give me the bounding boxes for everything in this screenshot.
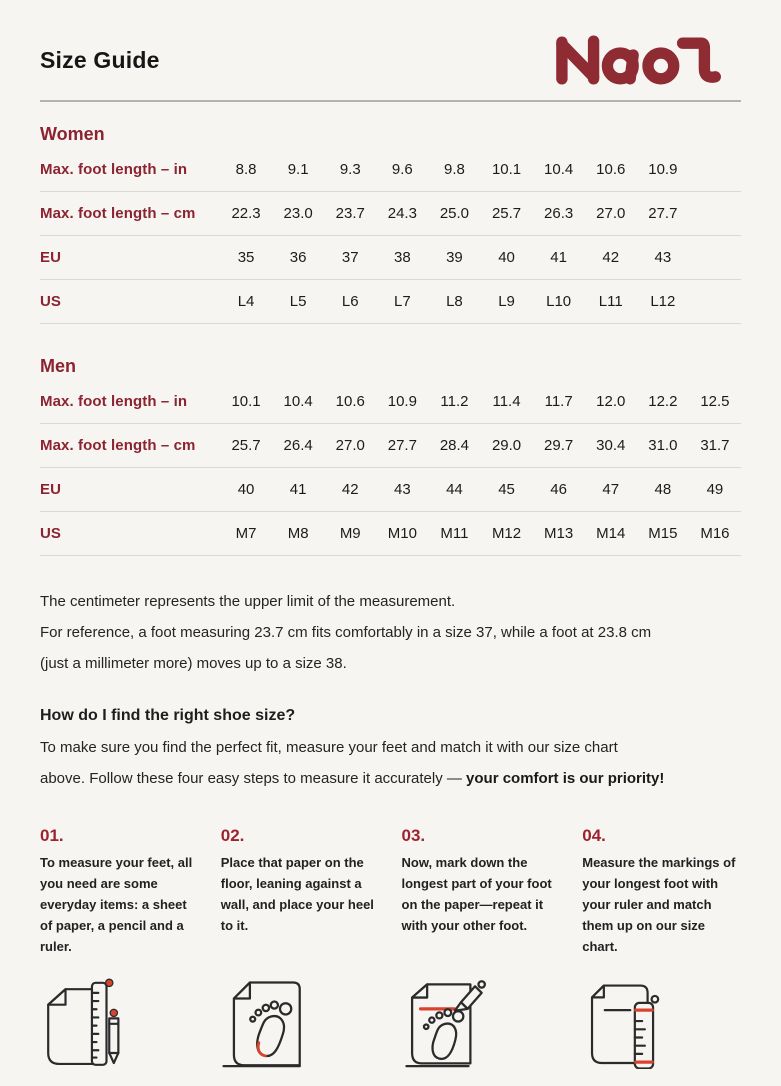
size-value: M10 [387, 525, 417, 542]
step-text: To measure your feet, all you need are some everyday items: a sheet of paper, a pencil and a ruler. [40, 855, 193, 954]
size-value: 12.5 [700, 393, 730, 410]
row-values [220, 525, 741, 542]
row-values [220, 437, 741, 454]
size-value: M11 [440, 525, 469, 542]
how-to-heading: How do I find the right shoe size? [40, 707, 296, 724]
size-value: 27.0 [335, 437, 365, 454]
size-value: M13 [544, 525, 574, 542]
size-value: 11.4 [492, 393, 521, 410]
step-icons-row [40, 975, 741, 1069]
size-value: L11 [598, 293, 623, 310]
table-row [40, 192, 741, 236]
row-values [220, 393, 741, 410]
row-values [220, 481, 741, 498]
note-line-1: The centimeter represents the upper limit of the measurement. [40, 593, 456, 610]
size-value: M8 [287, 525, 309, 542]
size-value: 43 [394, 481, 411, 498]
size-value: 11.7 [544, 393, 573, 410]
size-value: L5 [289, 293, 307, 310]
size-value: 10.9 [648, 161, 678, 178]
men-heading: Men [40, 356, 76, 376]
size-value: 30.4 [596, 437, 626, 454]
step-number: 04. [582, 826, 606, 845]
size-value: 24.3 [387, 205, 417, 222]
table-row [40, 380, 741, 424]
size-value: 27.0 [596, 205, 626, 222]
size-value: M12 [491, 525, 522, 542]
size-value: 38 [394, 249, 411, 266]
size-value [689, 161, 741, 178]
intro-bold-text: your comfort is our priority! [466, 770, 665, 787]
step-number: 01. [40, 826, 64, 845]
step-1 [40, 826, 199, 957]
step-text: Measure the markings of your longest foot with your ruler and match them up on our size chart. [582, 855, 736, 954]
size-value: 41 [289, 481, 307, 498]
size-value: 40 [237, 481, 255, 498]
row-label: US [40, 525, 62, 542]
women-heading: Women [40, 124, 105, 144]
size-value: 10.1 [491, 161, 522, 178]
header [40, 34, 741, 86]
row-values [220, 293, 741, 310]
size-value: 44 [446, 481, 463, 498]
step-4 [582, 826, 741, 957]
size-value [689, 205, 741, 222]
paper-ruler-pencil-icon [40, 975, 199, 1069]
table-row [40, 512, 741, 556]
size-value: 25.7 [231, 437, 261, 454]
row-label: Max. foot length – cm [40, 205, 196, 222]
size-value: 10.4 [283, 393, 313, 410]
size-value: 8.8 [235, 161, 257, 178]
table-row [40, 148, 741, 192]
step-text: Now, mark down the longest part of your foot on the paper—repeat it with your other foot. [401, 855, 552, 933]
size-value: 10.6 [335, 393, 365, 410]
how-to-intro [40, 732, 741, 794]
size-value: 36 [289, 249, 307, 266]
size-value: 26.3 [544, 205, 574, 222]
size-value: 23.0 [283, 205, 313, 222]
size-value: 39 [446, 249, 463, 266]
size-value: L12 [650, 293, 676, 310]
size-value: 29.0 [491, 437, 522, 454]
step-number: 03. [401, 826, 426, 845]
measurement-note [40, 586, 741, 679]
size-value: L10 [546, 293, 572, 310]
table-row [40, 280, 741, 324]
header-divider [40, 100, 741, 102]
size-value: 49 [706, 481, 724, 498]
size-value: 12.2 [648, 393, 678, 410]
size-value: M14 [596, 525, 626, 542]
size-value: 10.4 [544, 161, 574, 178]
table-row [40, 424, 741, 468]
size-value: 22.3 [231, 205, 261, 222]
size-value: L4 [237, 293, 255, 310]
size-value: M7 [235, 525, 257, 542]
size-value: 12.0 [596, 393, 626, 410]
size-value: 25.0 [439, 205, 470, 222]
table-row [40, 236, 741, 280]
size-value: 45 [498, 481, 515, 498]
size-value: 41 [550, 249, 567, 266]
size-value: M15 [648, 525, 678, 542]
note-line-3: (just a millimeter more) moves up to a size 38. [40, 655, 347, 672]
size-value: 48 [654, 481, 672, 498]
size-value: 10.6 [596, 161, 626, 178]
step-number: 02. [220, 826, 245, 845]
size-value: L8 [446, 293, 463, 310]
size-value: 27.7 [387, 437, 417, 454]
paper-footprint-floor-icon [221, 975, 380, 1069]
size-value: 10.9 [387, 393, 417, 410]
row-label: Max. foot length – in [40, 161, 188, 178]
step-text: Place that paper on the floor, leaning against a wall, and place your heel to it. [220, 855, 374, 933]
size-value: 46 [550, 481, 567, 498]
size-value: 23.7 [335, 205, 365, 222]
size-value: 40 [498, 249, 515, 266]
size-value: 9.8 [444, 161, 465, 178]
row-values [220, 205, 741, 222]
size-value: 25.7 [491, 205, 522, 222]
row-values [220, 249, 741, 266]
paper-footprint-pencil-mark-icon [402, 975, 561, 1069]
table-row [40, 468, 741, 512]
size-value: L6 [341, 293, 359, 310]
size-value [689, 249, 741, 266]
intro-line-1: To make sure you find the perfect fit, measure your feet and match it with our size chart [40, 739, 618, 756]
size-value: 26.4 [283, 437, 313, 454]
size-value: L9 [498, 293, 515, 310]
size-value: 42 [602, 249, 620, 266]
men-section [40, 356, 741, 556]
size-value: 37 [341, 249, 359, 266]
size-value: 29.7 [544, 437, 574, 454]
size-value: M16 [700, 525, 730, 542]
size-value: 9.1 [287, 161, 309, 178]
row-label: US [40, 293, 62, 310]
row-label: EU [40, 481, 62, 498]
size-value: 10.1 [231, 393, 261, 410]
size-value: 42 [341, 481, 359, 498]
row-label: Max. foot length – in [40, 393, 188, 410]
size-value: 31.7 [700, 437, 730, 454]
women-section [40, 124, 741, 324]
row-label: Max. foot length – cm [40, 437, 196, 454]
women-size-table [40, 148, 741, 324]
size-value: M9 [339, 525, 361, 542]
paper-ruler-measure-icon [582, 975, 741, 1069]
size-value [689, 293, 741, 310]
step-2 [221, 826, 380, 957]
row-label: EU [40, 249, 62, 266]
size-value: 43 [654, 249, 672, 266]
steps-row [40, 826, 741, 957]
size-value: 35 [237, 249, 255, 266]
size-value: 9.6 [391, 161, 413, 178]
men-size-table [40, 380, 741, 556]
row-values [220, 161, 741, 178]
size-value: 11.2 [440, 393, 469, 410]
naot-logo [553, 34, 741, 86]
step-3 [402, 826, 561, 957]
size-value: 28.4 [439, 437, 470, 454]
page-title: Size Guide [40, 46, 160, 73]
note-line-2: For reference, a foot measuring 23.7 cm fits comfortably in a size 37, while a foot at 23.8 cm [40, 624, 652, 641]
size-value: L7 [394, 293, 411, 310]
intro-line-2: above. Follow these four easy steps to measure it accurately — [40, 770, 467, 787]
size-value: 31.0 [648, 437, 678, 454]
size-value: 27.7 [648, 205, 678, 222]
size-value: 9.3 [339, 161, 361, 178]
size-value: 47 [602, 481, 620, 498]
